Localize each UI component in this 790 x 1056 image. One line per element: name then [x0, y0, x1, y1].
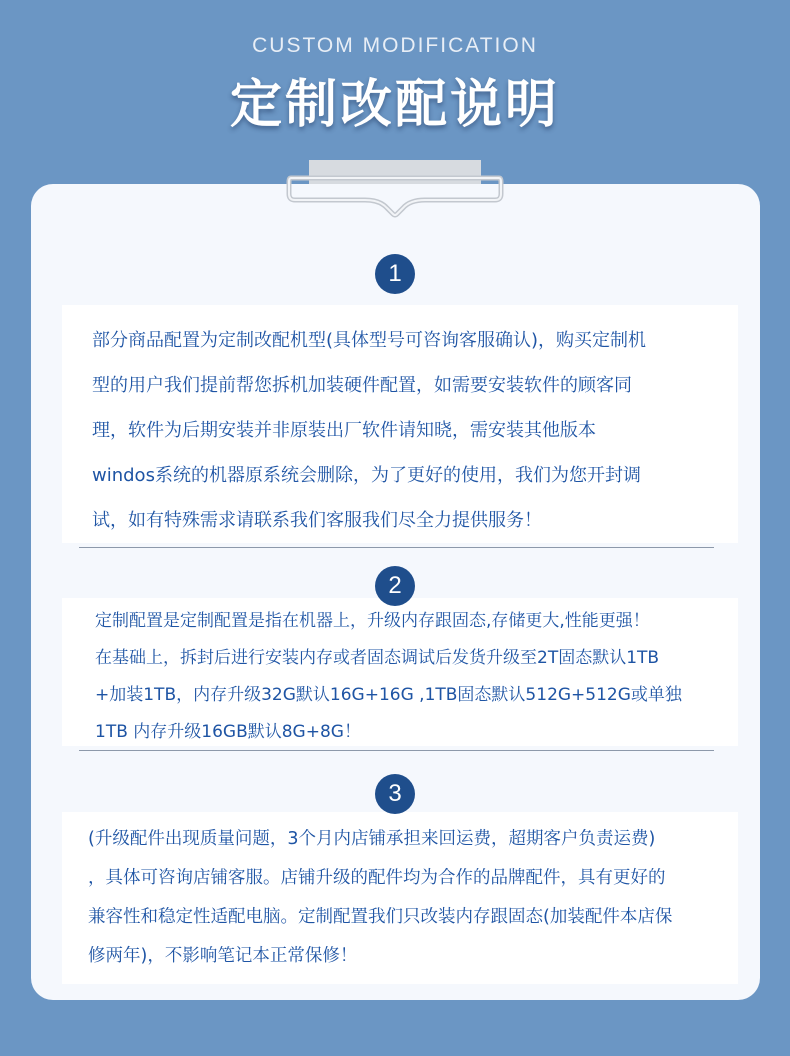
- section-2-line: 定制配置是定制配置是指在机器上，升级内存跟固态,存储更大,性能更强！: [95, 611, 650, 631]
- section-3-text: [88, 820, 672, 976]
- section-2-number-badge: 2: [375, 566, 415, 606]
- section-1-line: 理，软件为后期安装并非原装出厂软件请知晓，需安装其他版本: [92, 420, 596, 441]
- section-3-line: (升级配件出现质量问题，3个月内店铺承担来回运费，超期客户负责运费): [88, 829, 656, 849]
- section-1-line: 试，如有特殊需求请联系我们客服我们尽全力提供服务！: [92, 510, 542, 531]
- section-2-line: 1TB 内存升级16GB默认8G+8G！: [95, 722, 361, 742]
- section-1-line: windos系统的机器原系统会删除，为了更好的使用，我们为您开封调: [92, 465, 641, 486]
- section-2-text: [95, 603, 682, 751]
- section-3-line: 兼容性和稳定性适配电脑。定制配置我们只改装内存跟固态(加装配件本店保: [88, 907, 673, 927]
- section-1-line: 部分商品配置为定制改配机型(具体型号可咨询客服确认)，购买定制机: [92, 330, 647, 351]
- section-1-number-badge: 1: [375, 254, 415, 294]
- page-title: 定制改配说明: [229, 75, 560, 135]
- section-3-line: 修两年)，不影响笔记本正常保修！: [88, 946, 358, 966]
- page-subtitle: CUSTOM MODIFICATION: [252, 34, 538, 57]
- section-3-number-badge: 3: [375, 774, 415, 814]
- section-2-line: 在基础上，拆封后进行安装内存或者固态调试后发货升级至2T固态默认1TB: [95, 648, 660, 668]
- section-divider: [79, 547, 714, 548]
- section-3-line: ，具体可咨询店铺客服。店铺升级的配件均为合作的品牌配件，具有更好的: [88, 868, 666, 888]
- section-1-text: [92, 318, 646, 543]
- clipboard-clip-icon: [285, 160, 505, 220]
- section-2-line: +加装1TB，内存升级32G默认16G+16G ,1TB固态默认512G+512G或单独: [95, 685, 682, 705]
- section-1-line: 型的用户我们提前帮您拆机加装硬件配置，如需要安装软件的顾客同: [92, 375, 632, 396]
- section-divider: [79, 750, 714, 751]
